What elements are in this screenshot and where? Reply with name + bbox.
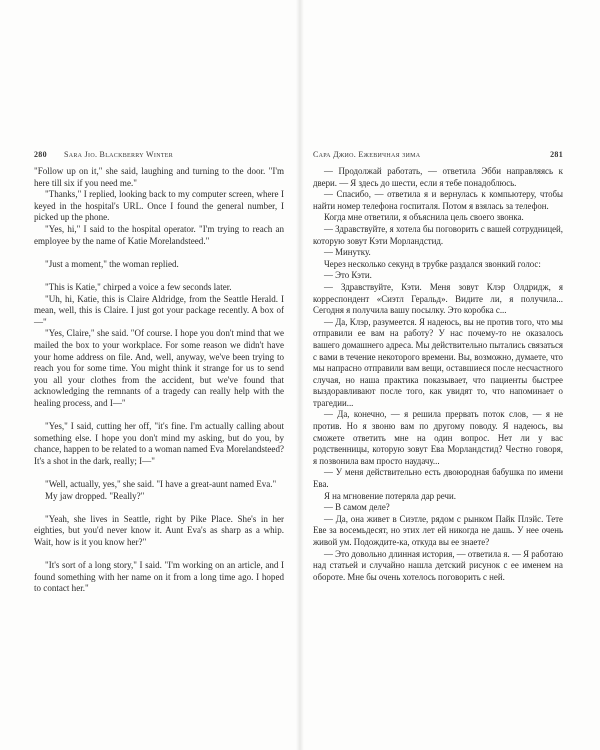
left-page-paragraph: "Just a moment," the woman replied. <box>45 258 179 269</box>
right-page-paragraph: Через несколько секунд в трубке раздался звонкий голос: <box>324 258 541 269</box>
right-page <box>313 150 563 583</box>
right-page-paragraph: — В самом деле? <box>324 502 390 513</box>
right-page-paragraph: — Спасибо, — ответила я и вернулась к компьютеру, чтобы найти номер телефона госпиталя. Потом я взялась за телефон. <box>313 189 563 211</box>
left-page-paragraph: "Yes, hi," I said to the hospital operator. "I'm trying to reach an employee by the name of Katie Morelandsteed." <box>34 223 284 246</box>
right-page-paragraph: Когда мне ответили, я объяснила цель своего звонка. <box>324 212 524 223</box>
left-page-paragraph: "Uh, hi, Katie, this is Claire Aldridge, from the Seattle Herald. I mean, well, this is Claire. I just got your package recently. A box of—" <box>34 293 284 327</box>
left-running-title: Sara Jio. Blackberry Winter <box>64 150 174 159</box>
right-page-body <box>313 166 563 583</box>
right-page-paragraph: — Здравствуйте, я хотела бы поговорить с вашей сотрудницей, которую зовут Кэти Морландстид. <box>313 223 563 246</box>
left-page-paragraph: "Thanks," I replied, looking back to my computer screen, where I keyed in the hospital's URL. Once I found the general number, I picked up the phone. <box>34 189 284 223</box>
right-page-paragraph: — Да, Клэр, разумеется. Я надеюсь, вы не против того, что мы отправили ее вам на работу? У нас почему-то не оказалось вашего домашнего адреса. Мы действительно пытались связаться с вами в течение некоторого времени. Вы, возможно, думаете, что мы напрасно отправили вам вещи, оставшиеся после несчастного случая, но наша практика показывает, что пациенты быстрее выздоравливают после того, как увидят то, что напоминает о трагедии... <box>313 316 563 408</box>
right-running-title: Сара Джио. Ежевичная зима <box>313 150 421 159</box>
right-page-paragraph: — Да, конечно, — я решила прервать поток слов, — я не против. Но я звоню вам по другому поводу. Я надеюсь, вы сможете ответить мне на один вопрос. Нет ли у вас родственницы, которую зовут Ева Морландстид? Честно говоря, я позвонила вам просто наудачу... <box>313 409 563 466</box>
left-page-paragraph: "Yes, Claire," she said. "Of course. I hope you don't mind that we mailed the box to your workplace. For some reason we didn't have your home address on file. And, well, anyway, we've been trying to reach you for some time. You might think it strange for us to send you all your clothes from the accident, but we've found that acknowledging the remnants of a tragedy can really help with the healing process, and I—" <box>34 328 284 408</box>
left-running-head <box>34 150 284 162</box>
left-page-paragraph: "Follow up on it," she said, laughing and turning to the door. "I'm here till six if you need me." <box>34 166 284 188</box>
left-page-paragraph: "It's sort of a long story," I said. "I'm working on an article, and I found something with her name on it from a long time ago. I hoped to contact her." <box>34 560 284 594</box>
book-gutter <box>296 0 304 750</box>
right-page-paragraph: Я на мгновение потеряла дар речи. <box>324 490 456 501</box>
right-page-paragraph: — Это довольно длинная история, — ответила я. — Я работаю над статьей и случайно нашла детский рисунок с ее именем на обороте. Мне бы очень хотелось поговорить с ней. <box>313 548 563 582</box>
right-page-paragraph: — Здравствуйте, Кэти. Меня зовут Клэр Олдридж, я корреспондент «Сиэтл Геральд». Видите ли, я получила... Сегодня я получила вашу посылку. Это коробка с... <box>313 281 563 316</box>
right-page-paragraph: — У меня действительно есть двоюродная бабушка по имени Ева. <box>313 467 563 490</box>
left-page <box>34 150 284 595</box>
left-page-paragraph: "Yeah, she lives in Seattle, right by Pike Place. She's in her eighties, but you'd never know it. Aunt Eva's as sharp as a whip. Wait, how is it you know her?" <box>34 513 284 547</box>
left-page-paragraph: "Yes," I said, cutting her off, "it's fine. I'm actually calling about something else. I hope you don't mind my asking, but do you, by chance, happen to be related to a woman named Eva Morelandsteed? It's a shot in the dark, really; I—" <box>34 421 284 466</box>
right-page-paragraph: — Это Кэти. <box>324 270 372 281</box>
right-page-paragraph: — Продолжай работать, — ответила Эбби направляясь к двери. — Я здесь до шести, если я тебе понадоблюсь. <box>313 166 563 188</box>
left-page-body <box>34 166 284 595</box>
right-page-number: 281 <box>550 150 563 159</box>
right-running-head <box>313 150 563 162</box>
right-page-paragraph: — Минутку. <box>324 247 371 258</box>
left-page-number: 280 <box>34 150 47 159</box>
left-page-paragraph: "This is Katie," chirped a voice a few seconds later. <box>45 281 232 292</box>
left-page-paragraph: "Well, actually, yes," she said. "I have a great-aunt named Eva." <box>45 479 277 490</box>
right-page-paragraph: — Да, она живет в Сиэтле, рядом с рынком Пайк Плэйс. Тете Еве за восемьдесят, но этих лет ей никогда не дашь. У нее очень живой ум. Подождите-ка, откуда вы ее знаете? <box>313 513 563 547</box>
left-page-paragraph: My jaw dropped. "Really?" <box>45 490 145 501</box>
